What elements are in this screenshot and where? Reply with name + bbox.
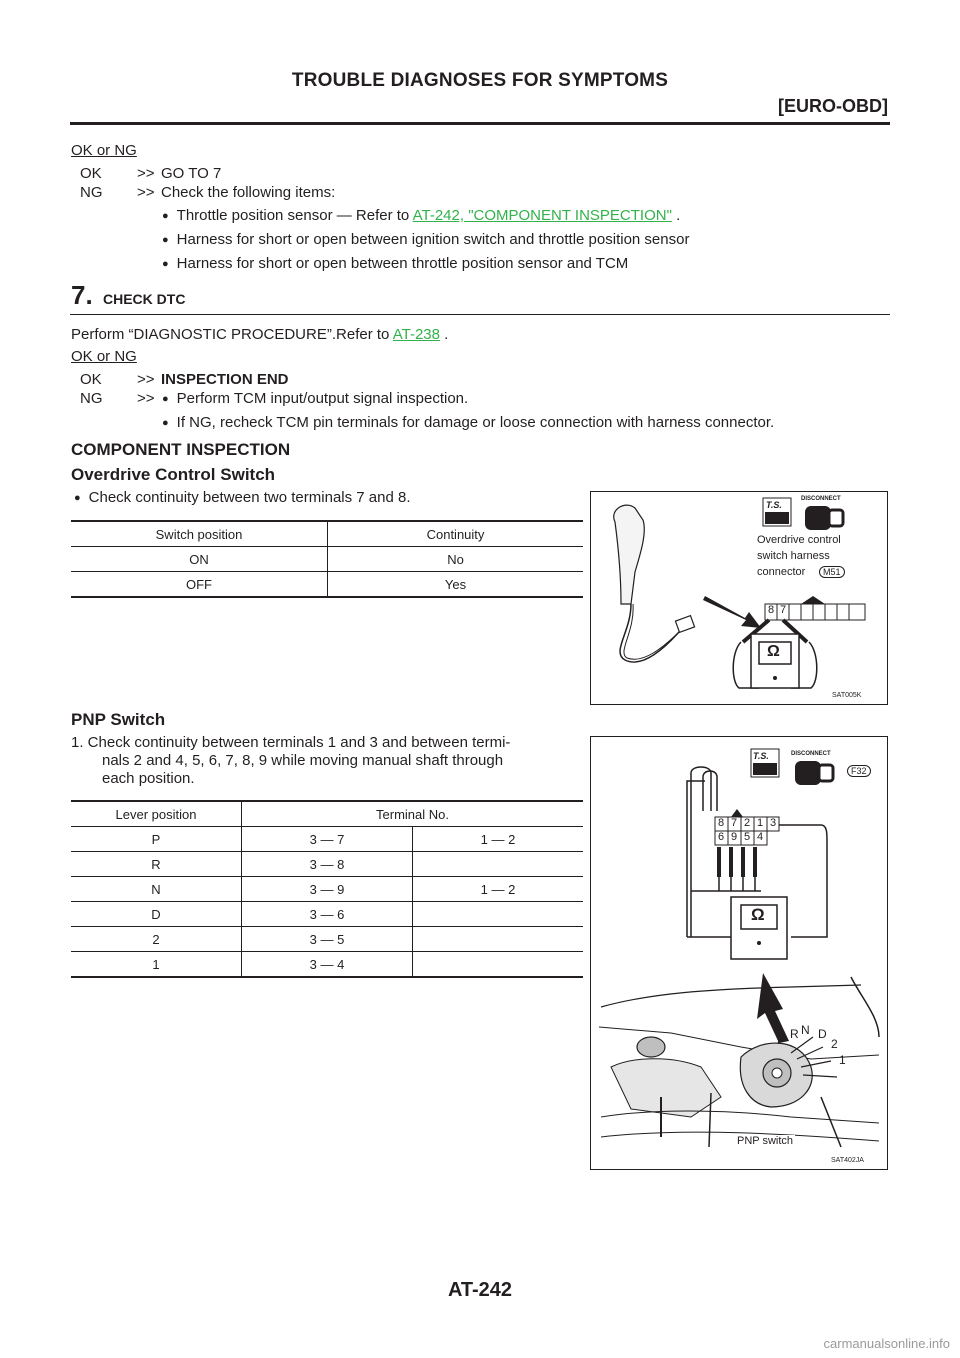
ohm-icon: Ω <box>767 643 780 660</box>
pnp-switch-illustration <box>591 737 887 1169</box>
position-label: D <box>818 1027 827 1041</box>
component-inspection-heading: COMPONENT INSPECTION <box>71 440 291 459</box>
table-header: Switch position <box>71 521 328 547</box>
pin-label: 7 <box>731 817 738 829</box>
table-cell: 3 — 5 <box>242 927 413 952</box>
table-cell <box>413 852 584 877</box>
pin-label: 6 <box>718 831 725 843</box>
overdrive-heading: Overdrive Control Switch <box>71 465 276 484</box>
table-row <box>71 877 583 902</box>
step-number: 7. <box>71 280 93 310</box>
step7-ok-ng-label: OK or NG <box>71 348 137 365</box>
overdrive-instruction: ● Check continuity between two terminals 7 and 8. <box>74 488 411 509</box>
pnp-instruction-line2: nals 2 and 4, 5, 6, 7, 8, 9 while moving manual shaft through <box>102 752 504 769</box>
table-cell <box>413 952 584 978</box>
table-cell: N <box>71 877 242 902</box>
figure-caption-line3: connector <box>757 566 806 578</box>
step7-ng-arrow: >> <box>137 390 155 407</box>
pin-label: 8 <box>718 817 725 829</box>
step7-ok-text: INSPECTION END <box>161 371 289 388</box>
ts-label: T.S. <box>766 500 782 510</box>
step-title: CHECK DTC <box>103 291 186 307</box>
position-label: 1 <box>839 1053 846 1067</box>
ok-ng-label: OK or NG <box>71 142 137 159</box>
table-cell: OFF <box>71 572 328 598</box>
pnp-instruction-line3: each position. <box>102 770 195 787</box>
table-cell <box>413 902 584 927</box>
pin-label: 1 <box>757 817 764 829</box>
step7-ng-item-1: ● Perform TCM input/output signal inspection. <box>162 389 468 410</box>
position-label: R <box>790 1027 799 1041</box>
check-item-harness-ignition: ● Harness for short or open between ignition switch and throttle position sensor <box>162 230 689 251</box>
watermark: carmanualsonline.info <box>823 1336 950 1351</box>
page-number: AT-242 <box>447 1279 513 1301</box>
pnp-switch-figure <box>590 736 888 1170</box>
terminal-label: 8 <box>768 604 775 616</box>
table-cell: 2 <box>71 927 242 952</box>
position-label: N <box>801 1023 810 1037</box>
pin-label: 3 <box>770 817 777 829</box>
figure-code: SAT005K <box>832 692 862 699</box>
pnp-switch-label: PNP switch <box>737 1135 794 1147</box>
table-row <box>71 902 583 927</box>
position-label: P <box>777 1033 786 1047</box>
table-cell: R <box>71 852 242 877</box>
ng-text: Check the following items: <box>161 184 336 201</box>
table-cell: P <box>71 827 242 852</box>
table-row <box>71 547 583 572</box>
table-row <box>71 852 583 877</box>
perform-procedure: Perform “DIAGNOSTIC PROCEDURE”.Refer to AT-238 . <box>71 326 449 343</box>
check-item-throttle-sensor: ● Throttle position sensor — Refer to AT-242, "COMPONENT INSPECTION" . <box>162 206 680 227</box>
table-header: Terminal No. <box>242 801 584 827</box>
component-inspection-link[interactable]: AT-242, "COMPONENT INSPECTION" <box>412 207 672 224</box>
pnp-heading: PNP Switch <box>71 710 166 729</box>
table-header: Continuity <box>328 521 584 547</box>
overdrive-switch-illustration <box>591 492 887 704</box>
step7-ok-key: OK <box>80 371 102 388</box>
overdrive-switch-figure <box>590 491 888 705</box>
table-cell: Yes <box>328 572 584 598</box>
pin-label: 2 <box>744 817 751 829</box>
table-header-row <box>71 801 583 827</box>
step7-ng-item-2: ● If NG, recheck TCM pin terminals for damage or loose connection with harness connector. <box>162 413 774 434</box>
terminal-label: 7 <box>780 604 787 616</box>
ohm-icon: Ω <box>751 905 765 924</box>
table-cell: 3 — 7 <box>242 827 413 852</box>
table-row <box>71 952 583 978</box>
step7-ok-arrow: >> <box>137 371 155 388</box>
table-row <box>71 927 583 952</box>
step-rule <box>70 314 890 315</box>
table-cell: 1 — 2 <box>413 827 584 852</box>
table-row <box>71 827 583 852</box>
page-title: TROUBLE DIAGNOSES FOR SYMPTOMS <box>291 70 669 91</box>
table-cell: No <box>328 547 584 572</box>
ts-label: T.S. <box>753 751 769 761</box>
page-subtitle: [EURO-OBD] <box>778 96 888 116</box>
table-cell: 3 — 8 <box>242 852 413 877</box>
table-header: Lever position <box>71 801 242 827</box>
position-label: 2 <box>831 1037 838 1051</box>
table-cell: D <box>71 902 242 927</box>
table-cell: ON <box>71 547 328 572</box>
header-rule <box>70 122 890 125</box>
connector-id-badge: F32 <box>847 765 871 777</box>
pin-label: 9 <box>731 831 738 843</box>
ng-key: NG <box>80 184 103 201</box>
ok-text: GO TO 7 <box>161 165 222 182</box>
connector-id-badge: M51 <box>819 566 845 578</box>
step7-ng-key: NG <box>80 390 103 407</box>
table-header-row <box>71 521 583 547</box>
pin-label: 5 <box>744 831 751 843</box>
pnp-instruction-line1: 1. Check continuity between terminals 1 and 3 and between termi- <box>71 734 511 751</box>
disconnect-label: DISCONNECT <box>791 751 831 757</box>
pnp-terminal-table <box>71 800 583 978</box>
table-cell: 3 — 9 <box>242 877 413 902</box>
table-row <box>71 572 583 598</box>
ok-arrow: >> <box>137 165 155 182</box>
table-cell <box>413 927 584 952</box>
figure-caption-line1: Overdrive control <box>757 534 841 546</box>
figure-code: SAT402JA <box>831 1157 864 1164</box>
table-cell: 3 — 6 <box>242 902 413 927</box>
ok-key: OK <box>80 165 102 182</box>
check-item-harness-tcm: ● Harness for short or open between throttle position sensor and TCM <box>162 254 628 275</box>
disconnect-label: DISCONNECT <box>801 496 841 502</box>
pin-label: 4 <box>757 831 764 843</box>
table-cell: 1 — 2 <box>413 877 584 902</box>
table-cell: 3 — 4 <box>242 952 413 978</box>
at-238-link[interactable]: AT-238 <box>392 326 440 343</box>
overdrive-continuity-table <box>71 520 583 598</box>
table-cell: 1 <box>71 952 242 978</box>
figure-caption-line2: switch harness <box>757 550 830 562</box>
ng-arrow: >> <box>137 184 155 201</box>
